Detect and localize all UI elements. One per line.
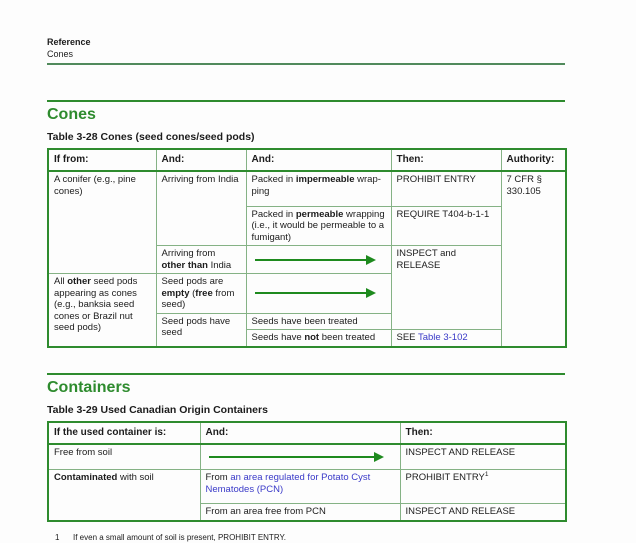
col-header-and: And:: [200, 422, 400, 444]
col-header-and-2: And:: [246, 149, 391, 171]
running-head: [47, 36, 565, 65]
running-head-subtitle: Cones: [47, 49, 74, 59]
section-divider: [47, 100, 565, 102]
col-header-authority: Authority:: [501, 149, 566, 171]
table-row: [48, 444, 566, 470]
cones-section-heading: Cones: [47, 106, 96, 123]
col-header-if-container: If the used container is:: [48, 422, 200, 444]
col-header-then: Then:: [400, 422, 566, 444]
cell-inspect-and-release: INSPECT AND RELEASE: [400, 444, 566, 470]
table-3-28-caption: Table 3-28 Cones (seed cones/seed pods): [47, 131, 255, 143]
cell-permeable-wrapping: Packed in permeable wrapping (i.e., it would be permeable to a fumigant): [246, 206, 391, 246]
table-row: [48, 171, 566, 206]
cross-reference-link[interactable]: an area regulated for Potato Cyst Nematodes (PCN): [205, 472, 371, 495]
cell-prohibit-entry: PROHIBIT ENTRY: [391, 171, 501, 206]
containers-section-heading: Containers: [47, 378, 131, 396]
table-3-29-containers: [47, 421, 567, 522]
table-header-row: [48, 149, 566, 171]
footnote: [47, 533, 565, 543]
cell-pcn-free-area: From an area free from PCN: [200, 504, 400, 521]
cell-conifer: A conifer (e.g., pine cones): [48, 171, 156, 274]
cell-free-from-soil: Free from soil: [48, 444, 200, 470]
cell-inspect-release: INSPECT and RELEASE: [391, 246, 501, 330]
section-divider: [47, 373, 565, 375]
col-header-if-from: If from:: [48, 149, 156, 171]
table-3-29-caption: Table 3-29 Used Canadian Origin Containers: [47, 403, 268, 416]
table-3-28-cones: [47, 148, 567, 348]
cross-reference-link[interactable]: Table 3-102: [417, 332, 468, 343]
cell-impermeable-wrapping: Packed in impermeable wrap-ping: [246, 171, 391, 206]
cell-contaminated-soil: Contaminated with soil: [48, 470, 200, 521]
cell-pods-empty: Seed pods are empty (free from seed): [156, 274, 246, 314]
cell-seeds-not-treated: Seeds have not been treated: [246, 330, 391, 347]
col-header-then: Then:: [391, 149, 501, 171]
cell-continue-arrow: [200, 444, 400, 470]
cell-pcn-regulated-area: From an area regulated for Potato Cyst Nematodes (PCN): [200, 470, 400, 504]
right-arrow-icon: [255, 259, 368, 261]
col-header-and-1: And:: [156, 149, 246, 171]
cell-all-other-seed-pods: All other seed pods appearing as cones (e.g., banksia seed cones or Brazil nut seed pods): [48, 274, 156, 347]
footnote-number: 1: [55, 532, 60, 542]
right-arrow-icon: [209, 456, 375, 458]
cell-require-treatment: REQUIRE T404-b-1-1: [391, 206, 501, 246]
cell-arriving-india: Arriving from India: [156, 171, 246, 246]
cell-continue-arrow: [246, 246, 391, 274]
cell-seeds-treated: Seeds have been treated: [246, 313, 391, 330]
right-arrow-icon: [255, 292, 368, 294]
cell-authority: 7 CFR § 330.105: [501, 171, 566, 347]
cell-see-table-3-102: SEE Table 3-102: [391, 330, 501, 347]
cell-pods-have-seed: Seed pods have seed: [156, 313, 246, 347]
cell-other-than-india: Arriving from other than India: [156, 246, 246, 274]
cell-prohibit-entry-footnoted: PROHIBIT ENTRY$^1$: [400, 470, 566, 504]
cell-inspect-and-release: INSPECT AND RELEASE: [400, 504, 566, 521]
table-row: [48, 470, 566, 504]
footnote-text: If even a small amount of soil is present, PROHIBIT ENTRY.: [73, 532, 286, 542]
cell-continue-arrow: [246, 274, 391, 314]
running-head-title: Reference: [47, 37, 91, 47]
table-header-row: [48, 422, 566, 444]
